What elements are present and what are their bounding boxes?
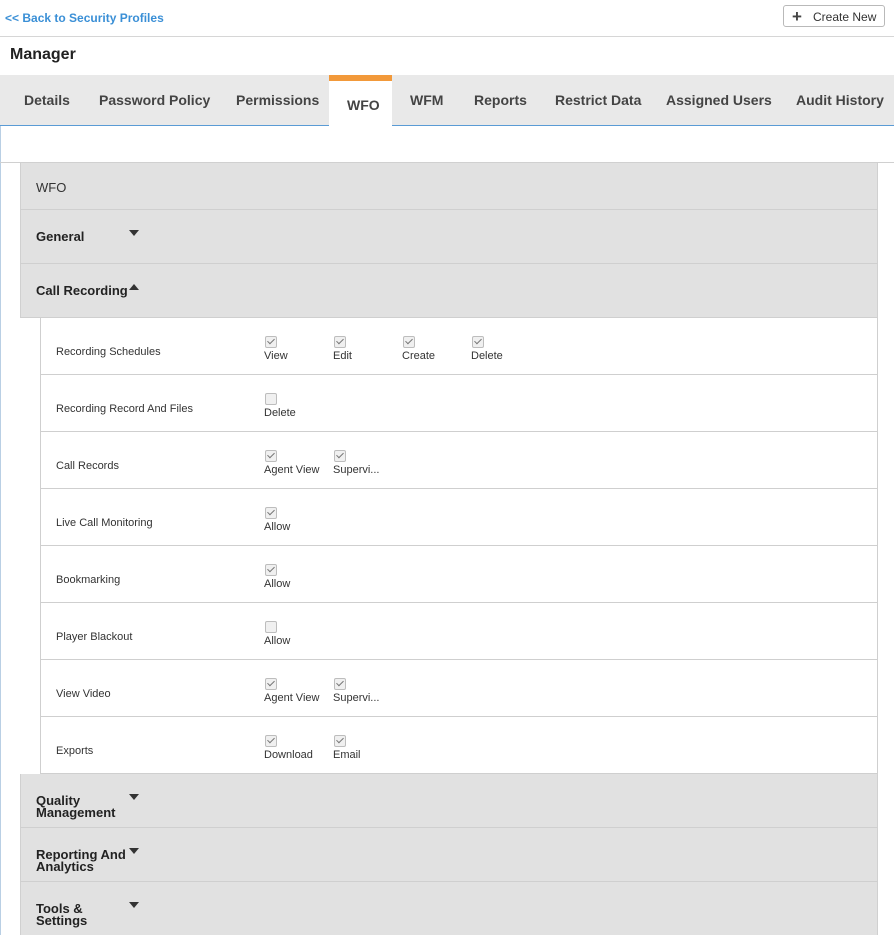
allow-checkbox[interactable] <box>265 621 277 633</box>
group-label-line1: Quality <box>36 793 81 808</box>
tab-label: Assigned Users <box>666 92 772 108</box>
group-label-line2: Management <box>36 805 116 820</box>
perm-label: Download <box>264 749 313 761</box>
caret-down-icon[interactable] <box>129 902 139 908</box>
permission-row <box>41 717 877 774</box>
agent-view-checkbox[interactable] <box>265 450 277 462</box>
back-to-security-profiles-link[interactable]: << Back to Security Profiles <box>5 11 164 25</box>
tab-reports[interactable] <box>460 75 536 125</box>
supervisor-checkbox[interactable] <box>334 678 346 690</box>
tab-password-policy[interactable] <box>85 75 215 125</box>
allow-checkbox[interactable] <box>265 564 277 576</box>
permission-row <box>41 375 877 432</box>
permission-row <box>41 546 877 603</box>
perm-label: Delete <box>264 407 296 419</box>
caret-down-icon[interactable] <box>129 230 139 236</box>
perm-label: View <box>264 350 288 362</box>
email-checkbox[interactable] <box>334 735 346 747</box>
plus-icon: + <box>792 7 802 26</box>
delete-checkbox[interactable] <box>265 393 277 405</box>
page-title: Manager <box>10 46 76 63</box>
permission-row <box>41 432 877 489</box>
perm-label: Agent View <box>264 692 320 704</box>
content-left-border <box>0 126 1 935</box>
create-new-button[interactable] <box>783 5 885 27</box>
tab-label: WFO <box>347 97 380 113</box>
tab-label: Audit History <box>796 92 884 108</box>
perm-label: Allow <box>264 578 291 590</box>
permission-row-label: Recording Schedules <box>56 346 161 358</box>
create-checkbox[interactable] <box>403 336 415 348</box>
group-call-recording[interactable] <box>20 264 878 318</box>
tab-audit-history[interactable] <box>782 75 892 125</box>
perm-label: Email <box>333 749 361 761</box>
top-bar <box>0 0 894 37</box>
group-label: General <box>36 229 85 244</box>
agent-view-checkbox[interactable] <box>265 678 277 690</box>
permission-row <box>41 603 877 660</box>
tab-wfm[interactable] <box>397 75 452 125</box>
permission-row <box>41 318 877 375</box>
perm-label: Delete <box>471 350 503 362</box>
tab-label: Password Policy <box>99 92 211 108</box>
caret-down-icon[interactable] <box>129 794 139 800</box>
tab-bar <box>0 75 894 126</box>
view-checkbox[interactable] <box>265 336 277 348</box>
tab-label: WFM <box>410 92 444 108</box>
download-checkbox[interactable] <box>265 735 277 747</box>
group-label-line1: Tools & <box>36 901 83 916</box>
tab-label: Reports <box>474 92 527 108</box>
section-title: WFO <box>36 180 67 195</box>
caret-down-icon[interactable] <box>129 848 139 854</box>
permission-row-label: Exports <box>56 745 94 757</box>
group-tools-and-settings[interactable] <box>20 882 878 935</box>
group-reporting-and-analytics[interactable] <box>20 828 878 882</box>
perm-label: Agent View <box>264 464 320 476</box>
group-label: Call Recording <box>36 283 128 298</box>
perm-label: Allow <box>264 521 291 533</box>
group-quality-management[interactable] <box>20 774 878 828</box>
allow-checkbox[interactable] <box>265 507 277 519</box>
call-recording-permissions <box>40 318 878 774</box>
wfo-section-header <box>20 163 878 210</box>
group-general[interactable] <box>20 210 878 264</box>
edit-checkbox[interactable] <box>334 336 346 348</box>
tab-restrict-data[interactable] <box>541 75 649 125</box>
perm-label: Supervi... <box>333 464 380 476</box>
permission-row <box>41 660 877 717</box>
perm-label: Create <box>402 350 436 362</box>
delete-checkbox[interactable] <box>472 336 484 348</box>
perm-label: Supervi... <box>333 692 380 704</box>
permission-row-label: Player Blackout <box>56 631 133 643</box>
group-label-line2: Settings <box>36 913 88 928</box>
supervisor-checkbox[interactable] <box>334 450 346 462</box>
perm-label: Allow <box>264 635 291 647</box>
create-new-label: Create New <box>813 10 877 24</box>
group-label-line1: Reporting And <box>36 847 126 862</box>
permission-row <box>41 489 877 546</box>
tab-permissions[interactable] <box>222 75 322 125</box>
permission-row-label: Call Records <box>56 460 119 472</box>
permission-row-label: View Video <box>56 688 111 700</box>
tab-label: Permissions <box>236 92 320 108</box>
tab-assigned-users[interactable] <box>652 75 776 125</box>
tab-wfo[interactable] <box>329 75 392 126</box>
tab-label: Details <box>24 92 70 108</box>
perm-label: Edit <box>333 350 352 362</box>
tab-label: Restrict Data <box>555 92 642 108</box>
caret-up-icon[interactable] <box>129 284 139 290</box>
permission-row-label: Live Call Monitoring <box>56 517 153 529</box>
permission-row-label: Recording Record And Files <box>56 403 193 415</box>
permission-row-label: Bookmarking <box>56 574 121 586</box>
tab-details[interactable] <box>10 75 80 125</box>
group-label-line2: Analytics <box>36 859 94 874</box>
